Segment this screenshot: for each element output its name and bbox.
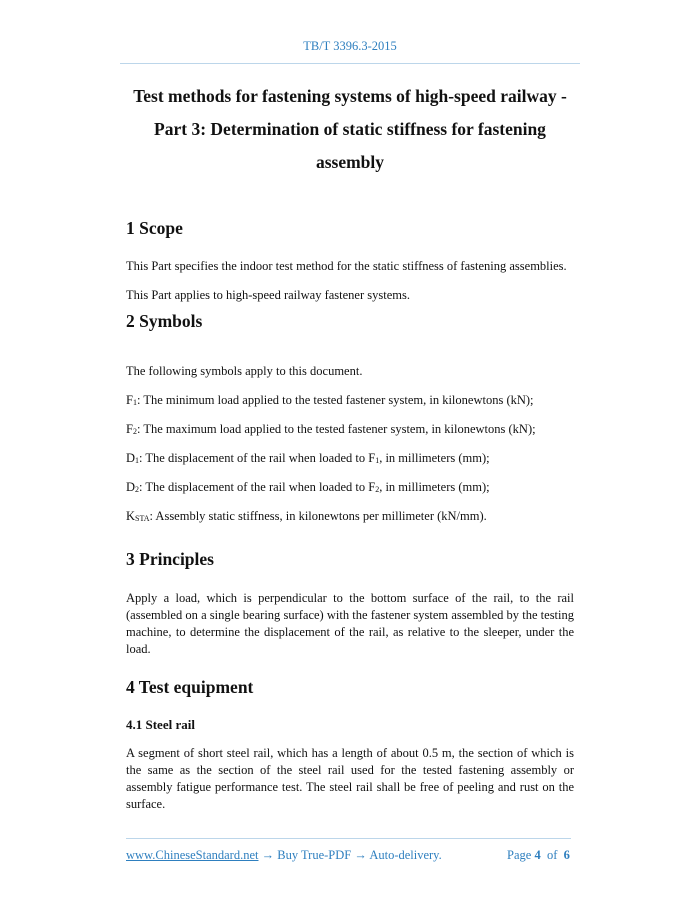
header-doc-code: TB/T 3396.3-2015 [303, 39, 397, 53]
arrow-icon: → [354, 848, 367, 862]
heading-principles: 3 Principles [126, 549, 214, 569]
principles-paragraph: Apply a load, which is perpendicular to the bottom surface of the rail, to the rail (assembled on a single bearing surface) with the fastener system assembled by the testing machine, to determine the displacement of the rail, as relative to the sleeper, under the load. [126, 591, 574, 656]
doc-title-line-1: Test methods for fastening systems of high-speed railway - [133, 86, 567, 106]
footer-buy-text: Buy True-PDF [277, 848, 352, 862]
footer-link[interactable]: www.ChineseStandard.net [126, 848, 259, 862]
footer-divider [126, 838, 571, 839]
heading-symbols: 2 Symbols [126, 311, 203, 331]
symbol-f2: $F_2$: The maximum load applied to the tested fastener system, in kilonewtons (kN); [126, 422, 536, 436]
arrow-icon: → [261, 848, 275, 862]
header-divider [120, 63, 580, 64]
doc-title-line-3: assembly [315, 152, 385, 172]
scope-paragraph-1: This Part specifies the indoor test method for the static stiffness of fastening assemblies. [126, 259, 567, 273]
symbol-d2: $D_2$: The displacement of the rail when loaded to $F_2$, in millimeters (mm); [126, 480, 490, 494]
doc-title-line-2: Part 3: Determination of static stiffness for fastening [154, 119, 546, 139]
footer-delivery-text: Auto-delivery. [369, 848, 442, 862]
steel-rail-paragraph: A segment of short steel rail, which has a length of about 0.5 m, the section of which is the same as the section of the steel rail used for the tested fastening assembly or assembly fatigue performance test. The steel rail shall be free of peeling and rust on the surface. [126, 746, 574, 811]
symbol-d1: $D_1$: The displacement of the rail when loaded to $F_1$, in millimeters (mm); [126, 451, 490, 465]
footer-promo [126, 848, 442, 863]
symbol-f1: $F_1$: The minimum load applied to the tested fastener system, in kilonewtons (kN); [126, 393, 534, 407]
heading-test-equipment: 4 Test equipment [126, 677, 254, 697]
scope-paragraph-2: This Part applies to high-speed railway fastener systems. [126, 288, 410, 302]
symbol-ksta: $K_{STA}$: Assembly static stiffness, in kilonewtons per millimeter (kN/mm). [126, 509, 487, 523]
heading-scope: 1 Scope [126, 218, 183, 238]
symbols-intro: The following symbols apply to this document. [126, 364, 363, 378]
heading-steel-rail: 4.1 Steel rail [126, 717, 195, 732]
page-number: Page 4 of 6 [507, 848, 570, 862]
